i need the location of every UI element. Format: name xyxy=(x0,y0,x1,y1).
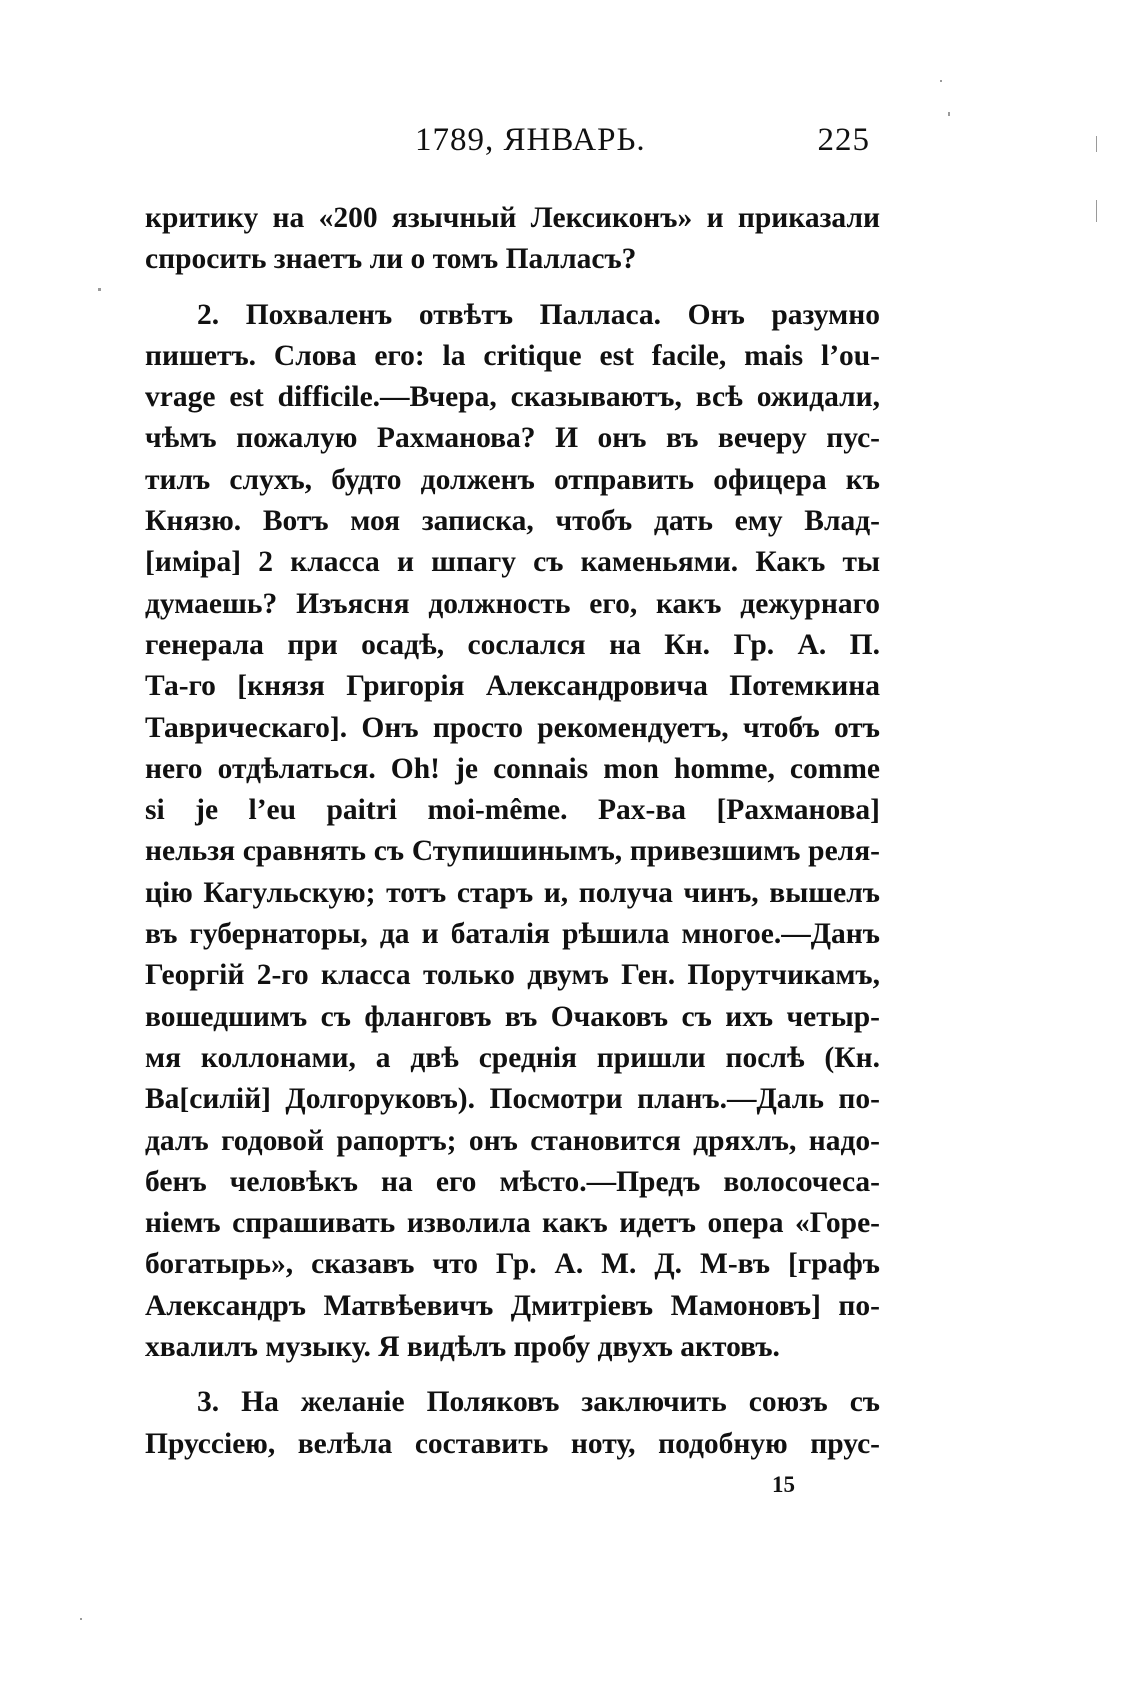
scan-edge-mark xyxy=(1096,136,1097,152)
text-line: тилъ слухъ, будто долженъ отправить офицера къ xyxy=(145,463,880,496)
text-line: генерала при осадѣ, сослался на Кн. Гр. А. П. xyxy=(145,628,880,661)
text-line: спросить знаетъ ли о томъ Палласъ? xyxy=(145,243,637,276)
text-line: цію Кагульскую; тотъ старъ и, получа чинъ, вышелъ xyxy=(145,876,880,909)
text-line: 2. Похваленъ отвѣтъ Палласа. Онъ разумно xyxy=(197,298,880,331)
scan-edge-mark xyxy=(1096,200,1097,222)
body-text xyxy=(145,198,880,1465)
page-number: 225 xyxy=(817,122,870,158)
text-line: Та-го [князя Григорія Александровича Потемкина xyxy=(145,670,880,703)
text-line: [иміра] 2 класса и шпагу съ каменьями. Какъ ты xyxy=(145,546,880,579)
text-line: бенъ человѣкъ на его мѣсто.—Предъ волосочеса- xyxy=(145,1165,880,1198)
text-line: Пруссіею, велѣла составить ноту, подобную прус- xyxy=(145,1427,880,1460)
scan-dust-mark xyxy=(940,80,942,82)
text-line: si je l’eu paitri moi-même. Рах-ва [Рахманова] xyxy=(145,794,880,827)
paragraph-gap xyxy=(145,1368,880,1382)
running-header-title: 1789, ЯНВАРЬ. xyxy=(415,122,646,158)
text-line: нельзя сравнять съ Ступишинымъ, привезшимъ реля- xyxy=(145,835,880,868)
text-line: богатырь», сказавъ что Гр. А. М. Д. М-въ [графъ xyxy=(145,1248,880,1281)
text-line: вошедшимъ съ фланговъ въ Очаковъ съ ихъ четыр- xyxy=(145,1000,880,1033)
text-line: чѣмъ пожалую Рахманова? И онъ въ вечеру пус- xyxy=(145,422,880,455)
text-line: Князю. Вотъ моя записка, чтобъ дать ему Влад- xyxy=(145,505,880,538)
scan-dust-mark xyxy=(948,112,950,116)
text-line: въ губернаторы, да и баталія рѣшила многое.—Данъ xyxy=(145,918,880,951)
text-line: думаешь? Изъясня должность его, какъ дежурнаго xyxy=(145,587,880,620)
text-line: Александръ Матвѣевичъ Дмитріевъ Мамоновъ] по- xyxy=(145,1289,880,1322)
text-line: пишетъ. Слова его: la critique est facile, mais l’ou- xyxy=(145,339,880,372)
text-line: Георгій 2-го класса только двумъ Ген. Порутчикамъ, xyxy=(145,959,880,992)
running-header xyxy=(145,122,880,172)
text-line: мя коллонами, а двѣ среднія пришли послѣ (Кн. xyxy=(145,1041,880,1074)
text-line: Таврическаго]. Онъ просто рекомендуетъ, чтобъ отъ xyxy=(145,711,880,744)
printer-signature-mark: 15 xyxy=(772,1472,795,1497)
text-line: 3. На желаніе Поляковъ заключить союзъ съ xyxy=(197,1386,880,1419)
text-line: vrage est difficile.—Вчера, сказываютъ, всѣ ожидали, xyxy=(145,381,880,414)
paragraph-gap xyxy=(145,281,880,295)
text-line: критику на «200 язычный Лексиконъ» и приказали xyxy=(145,202,880,234)
text-line: хвалилъ музыку. Я видѣлъ пробу двухъ актовъ. xyxy=(145,1331,780,1364)
text-line: далъ годовой рапортъ; онъ становится дряхлъ, надо- xyxy=(145,1124,880,1157)
text-line: Ва[силій] Долгоруковъ). Посмотри планъ.—Даль по- xyxy=(145,1083,880,1116)
scan-dust-mark xyxy=(80,1618,82,1620)
text-line: ніемъ спрашивать изволила какъ идетъ опера «Горе- xyxy=(145,1207,880,1240)
text-line: него отдѣлаться. Oh! je connais mon homme, comme xyxy=(145,752,880,785)
scan-dust-mark xyxy=(98,288,101,291)
